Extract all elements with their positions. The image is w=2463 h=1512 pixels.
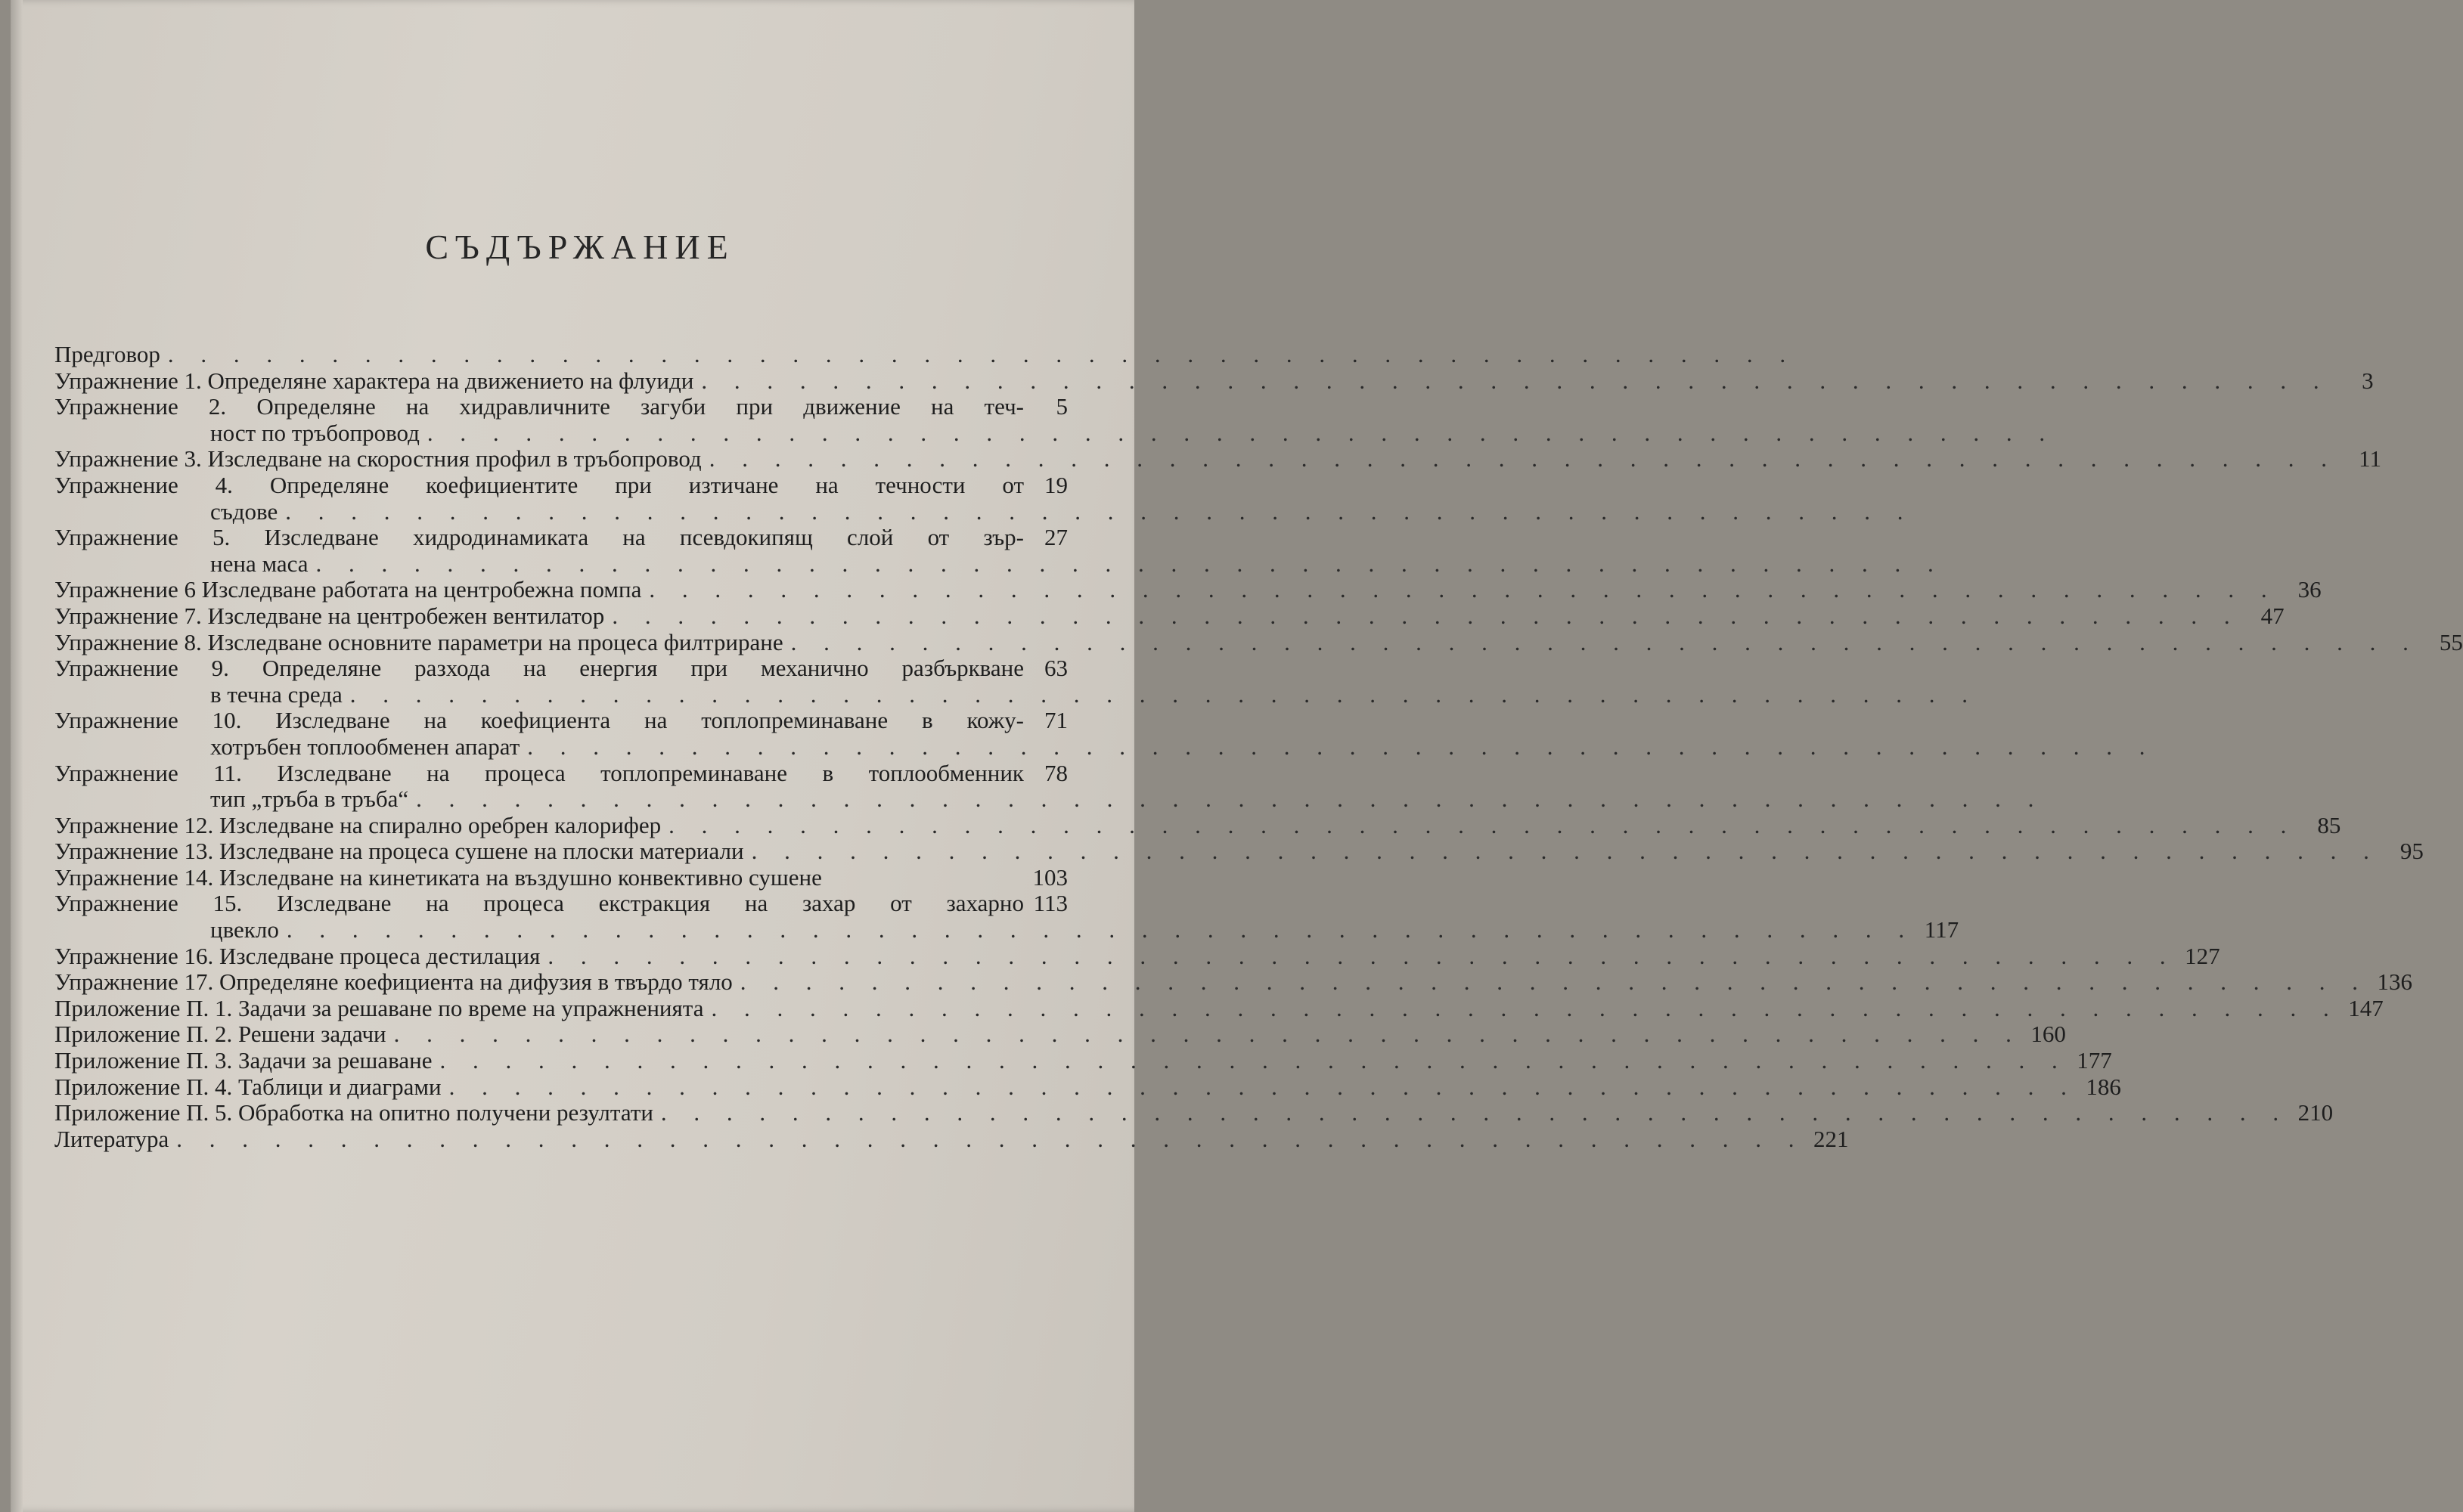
dot-leader: . . . . . . . . . . . . . . . . . . . . . . . . . . . . . . . . . . . . . . . . . . . . . . . . . . <box>668 811 2297 838</box>
toc-row <box>54 628 2463 656</box>
dot-leader: . . . . . . . . . . . . . . . . . . . . . . . . . . . . . . . . . . . . . . . . . . . . . . . . . . <box>701 367 2330 394</box>
toc-page-number: 78 <box>1044 759 1068 786</box>
toc-entry-text: Упражнение 10. Изследване на коефициента на топлопреминаване в кожу- <box>54 707 1024 734</box>
toc-row <box>54 550 1944 578</box>
toc-entry-text: Приложение П. 3. Задачи за решаване <box>54 1047 433 1074</box>
toc-entry-text: Упражнение 8. Изследване основните параметри на процеса филтриране <box>54 628 783 655</box>
toc-entry-text: съдове <box>210 497 278 525</box>
toc-row <box>54 761 1068 787</box>
dot-leader: . . . . . . . . . . . . . . . . . . . . . . . . . . . . . . . . . . . . . . . . . . . . . . . . . . <box>649 576 2278 603</box>
toc-row <box>54 994 2384 1022</box>
dot-leader: . . . . . . . . . . . . . . . . . . . . . . . . . . . . . . . . . . . . . . . . . . . . . . . . . . <box>315 550 1944 577</box>
toc-entry-text: тип „тръба в тръба“ <box>210 785 409 813</box>
toc-row <box>54 942 2220 970</box>
toc-page-number: 3 <box>2362 367 2374 394</box>
toc-page-number: 36 <box>2297 576 2322 603</box>
toc-row <box>54 655 1068 682</box>
toc-row <box>54 891 1068 917</box>
dot-leader: . . . . . . . . . . . . . . . . . . . . . . . . . . . . . . . . . . . . . . . . . . . . . . . . . . <box>167 341 1797 367</box>
table-of-contents <box>54 341 2463 1152</box>
toc-entry-text: Упражнение 15. Изследване на процеса екстракция на захар от захарно <box>54 890 1024 917</box>
toc-row <box>54 602 2285 630</box>
dot-leader: . . . . . . . . . . . . . . . . . . . . . . . . . . . . . . . . . . . . . . . . . . . . . . . . . . <box>439 1047 2068 1074</box>
toc-entry-text: Упражнение 16. Изследване процеса дестилация <box>54 942 541 969</box>
toc-page-number: 127 <box>2185 942 2220 969</box>
toc-entry-text: цвекло <box>210 916 279 943</box>
toc-row <box>54 1099 2334 1126</box>
toc-page-number: 113 <box>1033 890 1068 917</box>
dot-leader: . . . . . . . . . . . . . . . . . . . . . . . . . . . . . . . . . . . . . . . . . . . . . . . . . . <box>660 1099 2290 1126</box>
toc-page-number: 210 <box>2297 1099 2334 1126</box>
dot-leader: . . . . . . . . . . . . . . . . . . . . . . . . . . . . . . . . . . . . . . . . . . . . . . . . . . <box>448 1073 2077 1100</box>
toc-row <box>54 1125 1849 1153</box>
toc-page-number: 11 <box>2359 445 2381 472</box>
toc-page-number: 136 <box>2377 968 2413 996</box>
dot-leader: . . . . . . . . . . . . . . . . . . . . . . . . . . . . . . . . . . . . . . . . . . . . . . . . . . <box>709 445 2337 472</box>
toc-entry-text: Приложение П. 5. Обработка на опитно получени резултати <box>54 1099 653 1126</box>
toc-row <box>54 916 1959 943</box>
toc-row <box>54 968 2413 996</box>
dot-leader: . . . . . . . . . . . . . . . . . . . . . . . . . . . . . . . . . . . . . . . . . . . . . . . . . . <box>612 602 2241 629</box>
book-page <box>11 0 2463 1512</box>
toc-page-number: 221 <box>1813 1125 1849 1152</box>
toc-entry-text: Упражнение 13. Изследване на процеса сушене на плоски материали <box>54 838 744 865</box>
toc-entry-text: Упражнение 11. Изследване на процеса топлопреминаване в топлообменник <box>54 759 1024 786</box>
toc-row <box>54 811 2341 839</box>
toc-page-number: 117 <box>1924 916 1959 943</box>
toc-entry-text: Упражнение 2. Определяне на хидравличните загуби при движение на теч- <box>54 393 1024 420</box>
toc-row <box>54 733 2156 761</box>
toc-row <box>54 394 1068 420</box>
toc-entry-text: Упражнение 7. Изследване на центробежен вентилатор <box>54 602 605 629</box>
toc-entry-text: Приложение П. 4. Таблици и диаграми <box>54 1073 442 1100</box>
toc-entry-text: ност по тръбопровод <box>210 419 420 446</box>
toc-row <box>54 1073 2121 1101</box>
toc-page-number: 186 <box>2086 1073 2121 1100</box>
toc-row <box>54 367 2374 395</box>
toc-row <box>54 445 2381 472</box>
toc-row <box>54 785 2045 813</box>
toc-page-number: 103 <box>1032 863 1068 891</box>
toc-row <box>54 497 1914 525</box>
dot-leader: . . . . . . . . . . . . . . . . . . . . . . . . . . . . . . . . . . . . . . . . . . . . . . . . . . <box>286 916 1915 943</box>
toc-row <box>54 576 2322 603</box>
toc-row <box>54 865 1068 891</box>
toc-entry-text: Упражнение 12. Изследване на спирално оребрен калорифер <box>54 811 662 838</box>
dot-leader: . . . . . . . . . . . . . . . . . . . . . . . . . . . . . . . . . . . . . . . . . . . . . . . . . . <box>740 968 2369 996</box>
toc-page-number: 177 <box>2077 1047 2112 1074</box>
dot-leader: . . . . . . . . . . . . . . . . . . . . . . . . . . . . . . . . . . . . . . . . . . . . . . . . . . <box>527 733 2156 760</box>
toc-entry-text: нена маса <box>210 550 309 577</box>
dot-leader: . . . . . . . . . . . . . . . . . . . . . . . . . . . . . . . . . . . . . . . . . . . . . . . . . . <box>176 1125 1805 1152</box>
toc-entry-text: Приложение П. 1. Задачи за решаване по време на упражненията <box>54 994 704 1021</box>
toc-page-number: 160 <box>2030 1021 2066 1048</box>
dot-leader: . . . . . . . . . . . . . . . . . . . . . . . . . . . . . . . . . . . . . . . . . . . . . . . . . . <box>285 497 1914 525</box>
toc-page-number: 147 <box>2348 994 2384 1021</box>
toc-row <box>54 472 1068 499</box>
toc-row <box>54 680 1979 708</box>
toc-page-number: 19 <box>1044 471 1068 498</box>
dot-leader: . . . . . . . . . . . . . . . . . . . . . . . . . . . . . . . . . . . . . . . . . . . . . . . . . . <box>393 1021 2022 1048</box>
toc-entry-text: в течна среда <box>210 680 343 708</box>
toc-entry-text: Упражнение 4. Определяне коефициентите при изтичане на течности от <box>54 471 1024 498</box>
dot-leader: . . . . . . . . . . . . . . . . . . . . . . . . . . . . . . . . . . . . . . . . . . . . . . . . . . <box>790 628 2419 655</box>
toc-page-number: 95 <box>2399 838 2424 865</box>
dot-leader: . . . . . . . . . . . . . . . . . . . . . . . . . . . . . . . . . . . . . . . . . . . . . . . . . . <box>751 838 2380 865</box>
toc-entry-text: Предговор <box>54 341 160 367</box>
toc-row <box>54 525 1068 551</box>
toc-row <box>54 419 2056 447</box>
toc-row <box>54 838 2424 865</box>
dot-leader: . . . . . . . . . . . . . . . . . . . . . . . . . . . . . . . . . . . . . . . . . . . . . . . . . . <box>416 785 2045 813</box>
dot-leader: . . . . . . . . . . . . . . . . . . . . . . . . . . . . . . . . . . . . . . . . . . . . . . . . . . <box>711 994 2340 1021</box>
toc-row <box>54 1047 2112 1074</box>
toc-entry-text: Упражнение 3. Изследване на скоростния профил в тръбопровод <box>54 445 702 472</box>
toc-page-number: 85 <box>2317 811 2341 838</box>
toc-entry-text: Упражнение 9. Определяне разхода на енергия при механично разбъркване <box>54 655 1024 682</box>
page-title: СЪДЪРЖАНИЕ <box>425 228 735 266</box>
dot-leader: . . . . . . . . . . . . . . . . . . . . . . . . . . . . . . . . . . . . . . . . . . . . . . . . . . <box>427 419 2056 446</box>
toc-entry-text: Упражнение 17. Определяне коефициента на дифузия в твърдо тяло <box>54 968 733 996</box>
toc-entry-text: Упражнение 1. Определяне характера на движението на флуиди <box>54 367 694 394</box>
toc-page-number: 55 <box>2439 628 2463 655</box>
toc-row <box>54 1021 2066 1048</box>
toc-page-number: 63 <box>1044 655 1068 682</box>
toc-entry-text: Приложение П. 2. Решени задачи <box>54 1021 386 1048</box>
toc-entry-text: Упражнение 6 Изследване работата на центробежна помпа <box>54 576 642 603</box>
toc-entry-text: Литература <box>54 1125 169 1152</box>
toc-row <box>54 341 1797 368</box>
toc-page-number: 27 <box>1044 524 1068 551</box>
toc-entry-text: Упражнение 5. Изследване хидродинамиката на псевдокипящ слой от зър- <box>54 524 1024 551</box>
toc-row <box>54 708 1068 734</box>
toc-entry-text: хотръбен топлообменен апарат <box>210 733 520 760</box>
toc-page-number: 5 <box>1056 393 1068 420</box>
toc-page-number: 47 <box>2260 602 2285 629</box>
toc-entry-text: Упражнение 14. Изследване на кинетиката на въздушно конвективно сушене <box>54 863 822 891</box>
dot-leader: . . . . . . . . . . . . . . . . . . . . . . . . . . . . . . . . . . . . . . . . . . . . . . . . . . <box>548 942 2176 969</box>
toc-page-number: 71 <box>1044 707 1068 734</box>
dot-leader: . . . . . . . . . . . . . . . . . . . . . . . . . . . . . . . . . . . . . . . . . . . . . . . . . . <box>349 680 1979 708</box>
